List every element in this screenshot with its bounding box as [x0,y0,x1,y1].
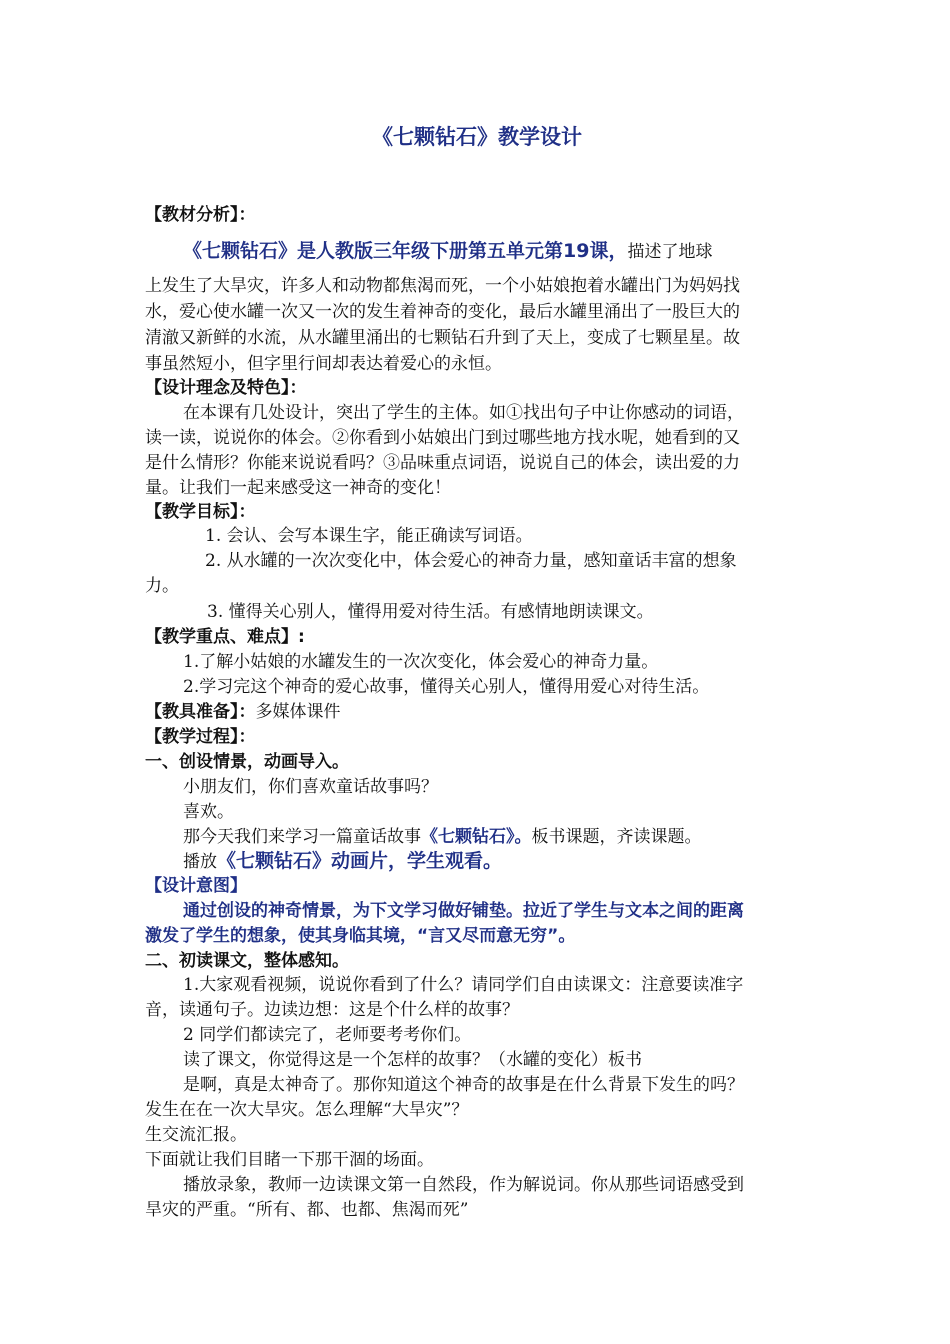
paragraph-line: 读一读，说说你的体会。②你看到小姑娘出门到过哪些地方找水呢，她看到的又 [145,428,740,448]
material-lead: 《七颗钻石》是人教版三年级下册第五单元第19课， [183,240,628,262]
goal-item: 2. 从水罐的一次次变化中，体会爱心的神奇力量，感知童话丰富的想象 [205,551,737,571]
paragraph-line: 上发生了大旱灾，许多人和动物都焦渴而死，一个小姑娘抱着水罐出门为妈妈找 [145,276,740,296]
paragraph-line: 下面就让我们目睹一下那干涸的场面。 [145,1150,434,1170]
tools-line [145,700,341,724]
goal-item: 1. 会认、会写本课生字，能正确读写词语。 [205,526,533,546]
section-heading-process: 【教学过程】： [145,727,256,747]
paragraph-line: 事虽然短小，但字里行间却表达着爱心的永恒。 [145,354,502,374]
paragraph-line [183,849,502,874]
section-heading-key-points: 【教学重点、难点】: [145,627,305,647]
section-heading-material: 【教材分析】： [145,205,256,225]
goal-item-continued: 力。 [145,576,179,596]
paragraph-line: 清澈又新鲜的水流，从水罐里涌出的七颗钻石升到了天上，变成了七颗星星。故 [145,328,740,348]
paragraph-line: 发生在在一次大旱灾。怎么理解“大旱灾”？ [145,1100,469,1120]
intent-line: 激发了学生的想象，使其身临其境，“言又尽而意无穷”。 [145,926,576,946]
material-tail: 描述了地球 [627,242,713,262]
paragraph-line: 读了课文，你觉得这是一个怎样的故事？（水罐的变化）板书 [183,1050,642,1070]
paragraph-line: 音，读通句子。边读边想：这是个什么样的故事？ [145,1000,519,1020]
paragraph-line: 播放录象，教师一边读课文第一自然段，作为解说词。你从那些词语感受到 [183,1175,744,1195]
paragraph-line: 量。让我们一起来感受这一神奇的变化！ [145,478,451,498]
paragraph-line: 是啊，真是太神奇了。那你知道这个神奇的故事是在什么背景下发生的吗？ [183,1075,744,1095]
paragraph-line: 是什么情形？你能来说说看吗？③品味重点词语，说说自己的体会，读出爱的力 [145,453,740,473]
paragraph-line [183,239,712,264]
paragraph-line: 旱灾的严重。“所有、都、也都、焦渴而死” [145,1200,469,1220]
paragraph-line: 1.大家观看视频，说说你看到了什么？请同学们自由读课文：注意要读准字 [183,975,744,995]
tools-value: 多媒体课件 [255,702,341,722]
section-heading-tools: 【教具准备】： [145,702,256,722]
goal-item: 3. 懂得关心别人，懂得用爱对待生活。有感情地朗读课文。 [207,602,654,622]
section-heading-concept: 【设计理念及特色】： [145,378,307,398]
step-heading: 二、初读课文，整体感知。 [145,951,349,971]
section-heading-goals: 【教学目标】： [145,502,256,522]
paragraph-line: 2 同学们都读完了，老师要考考你们。 [183,1025,472,1045]
step-heading: 一、创设情景，动画导入。 [145,752,349,772]
intent-line: 通过创设的神奇情景，为下文学习做好铺垫。拉近了学生与文本之间的距离 [183,901,744,921]
section-heading-intent: 【设计意图】 [145,876,247,896]
text-run: 那今天我们来学习一篇童话故事 [183,827,421,847]
paragraph-line: 喜欢。 [183,802,234,822]
paragraph-line [183,825,702,849]
paragraph-line: 生交流汇报。 [145,1125,247,1145]
text-run: 播放 [183,852,217,872]
page-title: 《七颗钻石》教学设计 [372,125,582,149]
key-point-item: 2.学习完这个神奇的爱心故事，懂得关心别人，懂得用爱心对待生活。 [183,677,710,697]
paragraph-line: 在本课有几处设计，突出了学生的主体。如①找出句子中让你感动的词语， [183,403,744,423]
paragraph-line: 水，爱心使水罐一次又一次的发生着神奇的变化，最后水罐里涌出了一股巨大的 [145,302,740,322]
key-point-item: 1.了解小姑娘的水罐发生的一次次变化，体会爱心的神奇力量。 [183,652,659,672]
text-run-emphasis: 《七颗钻石》动画片，学生观看。 [217,850,503,872]
text-run-emphasis: 《七颗钻石》。 [421,827,532,847]
paragraph-line: 小朋友们，你们喜欢童话故事吗？ [183,777,438,797]
text-run: 板书课题，齐读课题。 [531,827,702,847]
